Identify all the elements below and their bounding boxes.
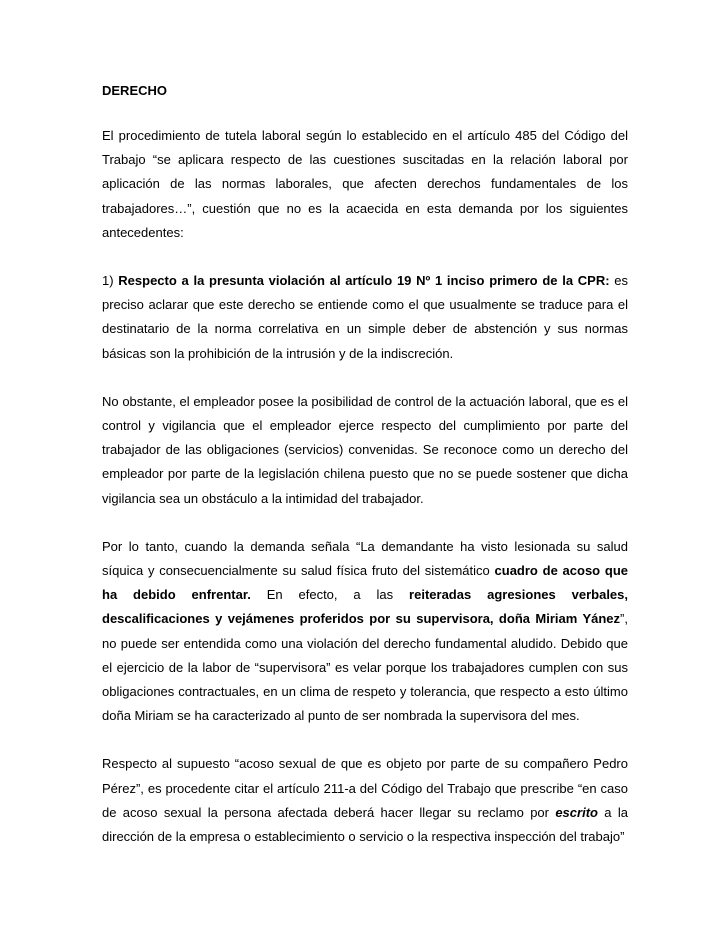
point-body: es preciso aclarar que este derecho se entiende como el que usualmente se traduce para el destinatario de la norma correlativa en un simple deber de abstención y sus normas básicas son la prohibición de la intrusión y de la indiscreción. [102, 273, 628, 361]
paragraph-demand [102, 535, 628, 729]
paragraph-intro: El procedimiento de tutela laboral según lo establecido en el artículo 485 del Código del Trabajo “se aplicara respecto de las cuestiones suscitadas en la relación laboral por aplicación de las normas laborales, que afecten derechos fundamentales de los trabajadores…”, cuestión que no es la acaecida en esta demanda por los siguientes antecedentes: [102, 128, 628, 240]
point-heading: Respecto a la presunta violación al artículo 19 Nº 1 inciso primero de la CPR: [118, 273, 610, 289]
paragraph-control: No obstante, el empleador posee la posibilidad de control de la actuación laboral, que es el control y vigilancia que el empleador ejerce respecto del cumplimiento por parte del trabajador de las obligaciones (servicios) convenidas. Se reconoce como un derecho del empleador por parte de la legislación chilena puesto que no se puede sostener que dicha vigilancia sea un obstáculo a la intimidad del trabajador. [102, 393, 628, 506]
demand-bold-b: reiteradas agresiones verbales, descalificaciones y vejámenes proferidos por su supervisora, doña Miriam Yánez [102, 587, 628, 627]
demand-text-c: ”, no puede ser entendida como una violación del derecho fundamental aludido. Debido que el ejercicio de la labor de “supervisora” es velar porque los trabajadores cumplen con sus obligaciones contractuales, en un clima de respeto y tolerancia, que respecto a esto último doña Miriam se ha caracterizado al punto de ser nombrada la supervisora del mes. [102, 611, 628, 724]
paragraph-point-1 [102, 269, 628, 366]
paragraph-harassment [102, 752, 628, 849]
document-page [102, 78, 628, 849]
harassment-text-a: Respecto al supuesto “acoso sexual de que es objeto por parte de su compañero Pedro Pérez”, es procedente citar el artículo 211-a del Código del Trabajo que prescribe “en caso de acoso sexual la persona afectada deberá hacer llegar su reclamo por [102, 756, 628, 820]
demand-text-a: Por lo tanto, cuando la demanda señala “La demandante ha visto lesionada su salud síquica y consecuencialmente su salud física fruto del sistemático [102, 538, 628, 579]
harassment-emphasis: escrito [555, 804, 598, 820]
point-number: 1) [102, 273, 119, 289]
section-heading: DERECHO [102, 83, 168, 98]
demand-bold-a: cuadro de acoso que ha debido enfrentar. [102, 563, 628, 603]
demand-text-b: En efecto, a las [250, 587, 410, 603]
harassment-text-b: a la dirección de la empresa o establecimiento o servicio o la respectiva inspección del trabajo” [102, 804, 628, 845]
